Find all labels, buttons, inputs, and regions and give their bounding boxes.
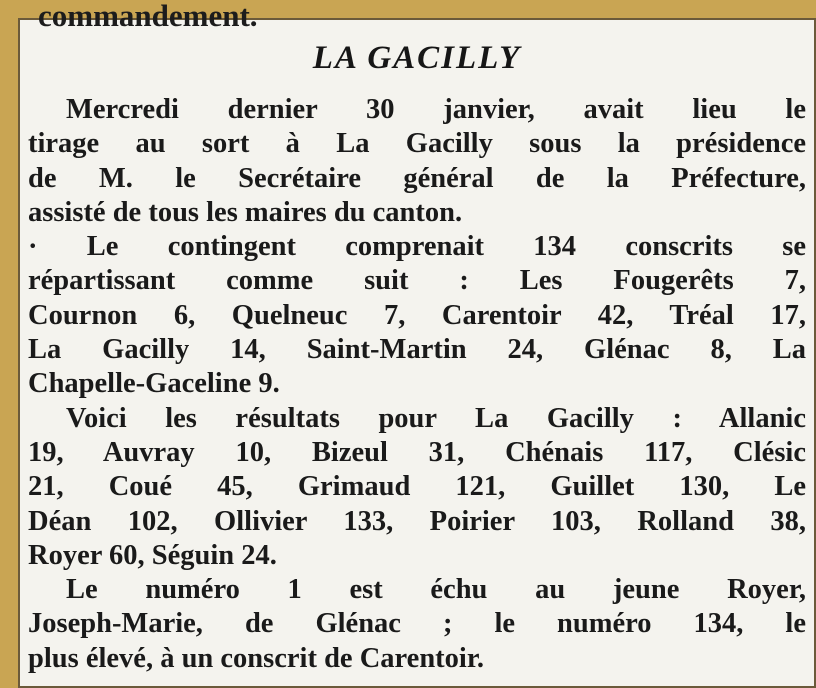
text-line: assisté de tous les maires du canton. (28, 196, 463, 228)
text-line: Chapelle-Gaceline 9. (28, 368, 280, 400)
text-line: répartissant comme suit : Les Fougerêts 7, (28, 265, 806, 297)
newspaper-clipping (18, 0, 816, 688)
text-line: Voici les résultats pour La Gacilly : Allanic (66, 402, 806, 434)
article-body (28, 93, 806, 676)
text-line: · Le contingent comprenait 134 conscrits se (28, 231, 806, 263)
article-heading: LA GACILLY (312, 40, 522, 76)
text-line: tirage au sort à La Gacilly sous la présidence (28, 128, 806, 160)
text-line: Le numéro 1 est échu au jeune Royer, (66, 574, 806, 606)
text-line: 21, Coué 45, Grimaud 121, Guillet 130, Le (28, 471, 806, 503)
clipped-previous-line: commandement. (38, 0, 258, 33)
text-line: 19, Auvray 10, Bizeul 31, Chénais 117, Clésic (28, 436, 806, 468)
text-line: Mercredi dernier 30 janvier, avait lieu le (66, 94, 806, 125)
text-line: Déan 102, Ollivier 133, Poirier 103, Rolland 38, (28, 505, 806, 537)
text-line: de M. le Secrétaire général de la Préfecture, (28, 162, 806, 194)
text-line: Joseph-Marie, de Glénac ; le numéro 134, le (28, 608, 806, 640)
text-line: plus élevé, à un conscrit de Carentoir. (28, 642, 484, 674)
text-line: Cournon 6, Quelneuc 7, Carentoir 42, Tréal 17, (28, 299, 806, 331)
text-line: La Gacilly 14, Saint-Martin 24, Glénac 8, La (28, 334, 806, 366)
text-line: Royer 60, Séguin 24. (28, 539, 277, 571)
